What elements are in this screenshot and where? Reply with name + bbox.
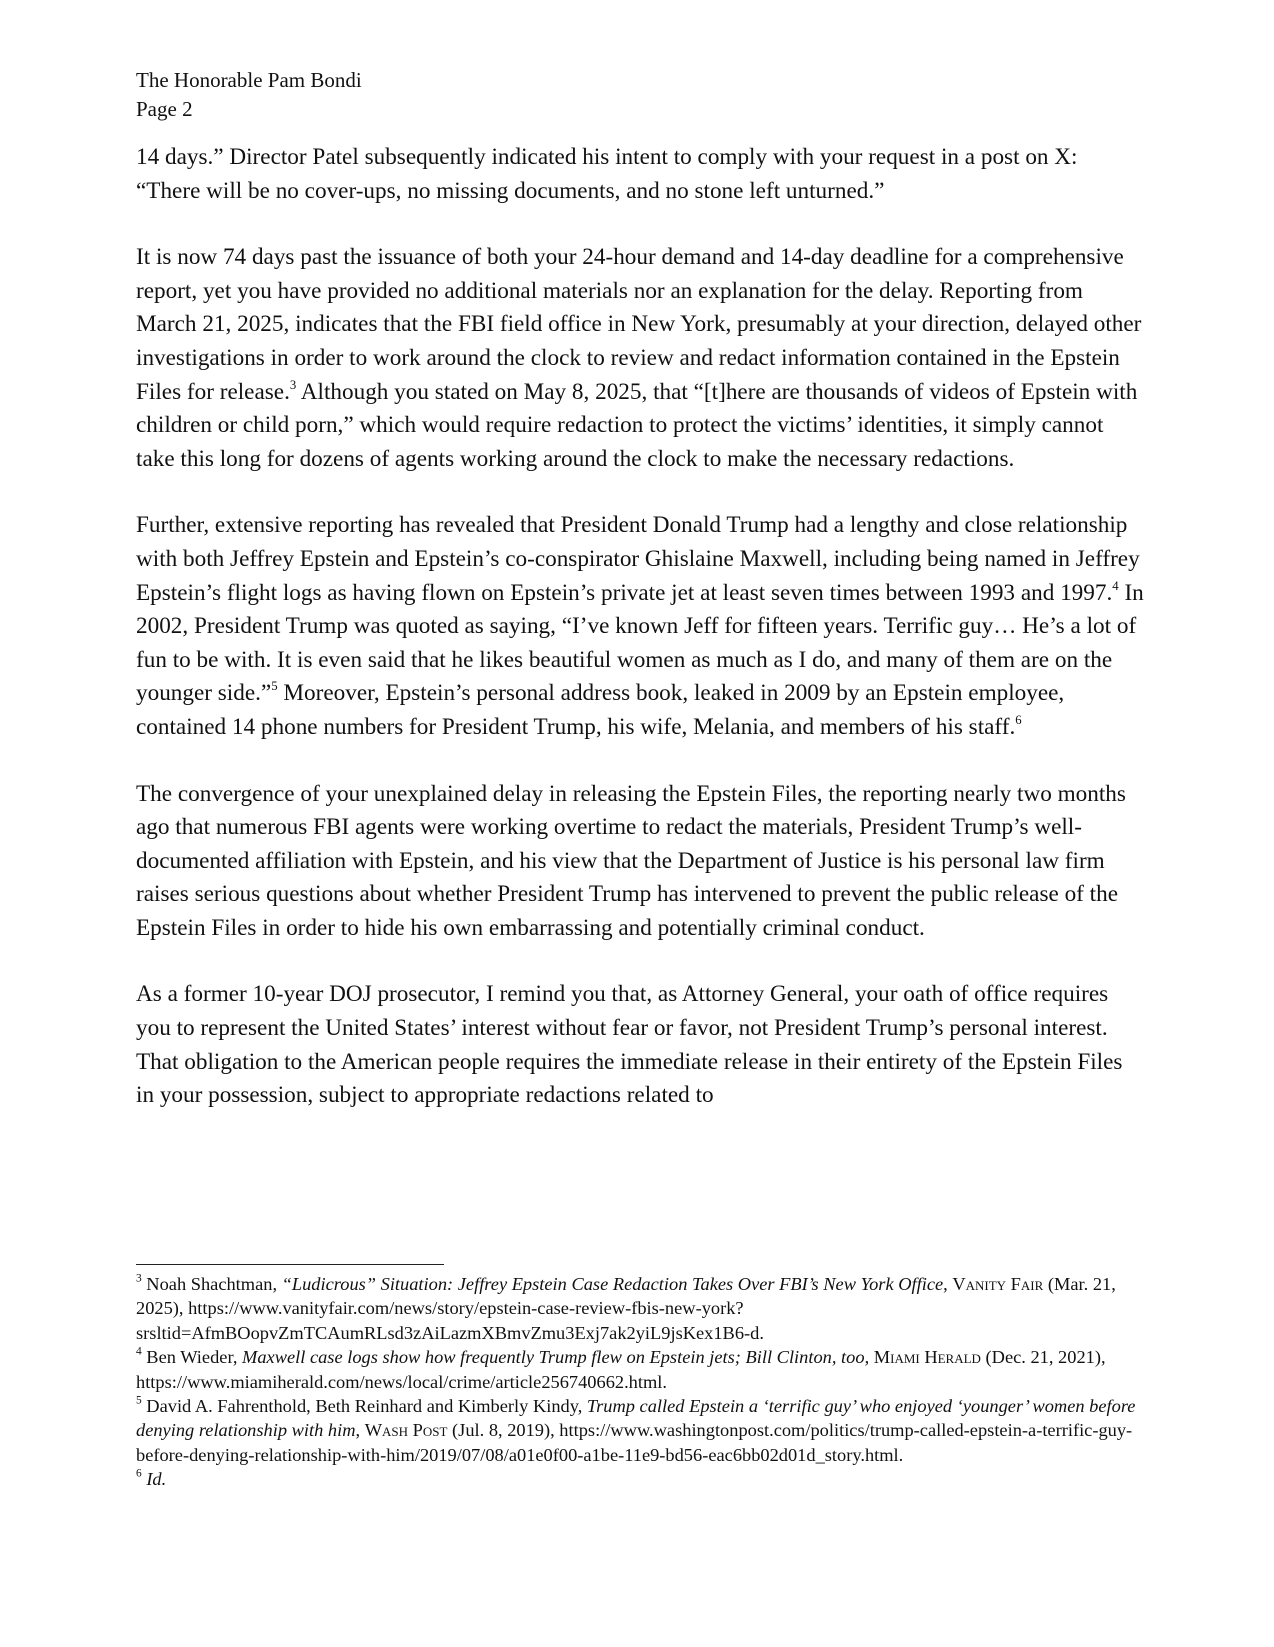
footnote-author: Noah Shachtman, xyxy=(141,1274,282,1294)
footnote-citation[interactable]: (Jul. 8, 2019), https://www.washingtonpost.com/politics/trump-called-epstein-a-terrific-guy-before-denying-relationship-with-him/2019/07/08/a01e0f00-a1be-11e9-bd56-eac6bb02d01d_story.html. xyxy=(136,1420,1133,1465)
footnote-publication: Miami Herald xyxy=(873,1347,981,1368)
footnote-number: 5 xyxy=(136,1394,142,1407)
footnote-4 xyxy=(136,1345,1146,1394)
footnote-publication: Wash Post xyxy=(364,1420,448,1441)
paragraph-text: The convergence of your unexplained delay in releasing the Epstein Files, the reporting nearly two months ago that numerous FBI agents were working overtime to redact the materials, President Trump’s well-documented affiliation with Epstein, and his view that the Department of Justice is his personal law firm raises serious questions about whether President Trump has intervened to prevent the public release of the Epstein Files in order to hide his own embarrassing and potentially criminal conduct. xyxy=(136,780,1126,941)
paragraph-obligation xyxy=(136,978,1146,1112)
paragraph-delay xyxy=(136,241,1146,476)
page-header xyxy=(136,66,362,124)
footnote-number: 6 xyxy=(136,1467,142,1480)
paragraph-convergence xyxy=(136,778,1146,946)
footnote-ref-3[interactable]: 3 xyxy=(289,377,297,392)
footnote-publication: Vanity Fair xyxy=(952,1274,1044,1294)
footnote-text: Id. xyxy=(146,1469,167,1490)
footnote-author: Ben Wieder, xyxy=(141,1347,243,1368)
footnote-ref-4[interactable]: 4 xyxy=(1112,578,1119,593)
paragraph-relationship xyxy=(136,509,1146,744)
footnote-divider xyxy=(136,1264,444,1265)
footnote-title: “Ludicrous” Situation: Jeffrey Epstein Case Redaction Takes Over FBI’s New York Office xyxy=(281,1274,944,1294)
footnote-ref-5[interactable]: 5 xyxy=(271,679,278,694)
paragraph-text: It is now 74 days past the issuance of both your 24-hour demand and 14-day deadline for a comprehensive report, yet you have provided no additional materials nor an explanation for the delay. Reporting from March 21, 2025, indicates that the FBI field office in New York, presumably at your direction, delayed other investigations in order to work around the clock to review and redact information contained in the Epstein Files for release. xyxy=(136,244,1142,405)
footnote-separator: , xyxy=(864,1347,874,1368)
paragraph-continuation xyxy=(136,141,1146,208)
footnote-separator: , xyxy=(355,1420,365,1441)
footnote-title: Trump called Epstein a ‘terrific guy’ who enjoyed ‘younger’ women before denying relationship with him xyxy=(136,1396,1136,1441)
paragraph-text: In 2002, President Trump was quoted as saying, “I’ve known Jeff for fifteen years. Terrific guy… He’s a lot of fun to be with. It is even said that he likes beautiful women as much as I do, and many of them are on the younger side.” xyxy=(136,579,1144,707)
letter-body xyxy=(136,141,1146,1146)
paragraph-text: As a former 10-year DOJ prosecutor, I remind you that, as Attorney General, your oath of office requires you to represent the United States’ interest without fear or favor, not President Trump’s personal interest. That obligation to the American people requires the immediate release in their entirety of the Epstein Files in your possession, subject to appropriate redactions related to xyxy=(136,981,1123,1109)
footnote-author: David A. Fahrenthold, Beth Reinhard and Kimberly Kindy, xyxy=(141,1396,587,1417)
footnote-number: 3 xyxy=(136,1272,142,1285)
footnote-ref-6[interactable]: 6 xyxy=(1015,712,1022,727)
footnotes xyxy=(136,1272,1146,1492)
page-number: Page 2 xyxy=(136,97,193,121)
footnote-title: Maxwell case logs show how frequently Trump flew on Epstein jets; Bill Clinton, too xyxy=(242,1347,865,1368)
paragraph-text: Further, extensive reporting has revealed that President Donald Trump had a lengthy and close relationship with both Jeffrey Epstein and Epstein’s co-conspirator Ghislaine Maxwell, including being named in Jeffrey Epstein’s flight logs as having flown on Epstein’s private jet at least seven times between 1993 and 1997. xyxy=(136,512,1140,606)
addressee-line: The Honorable Pam Bondi xyxy=(136,68,362,92)
paragraph-text: Although you stated on May 8, 2025, that “[t]here are thousands of videos of Epstein with children or child porn,” which would require redaction to protect the victims’ identities, it simply cannot take this long for dozens of agents working around the clock to make the necessary redactions. xyxy=(136,378,1138,472)
footnote-number: 4 xyxy=(136,1345,142,1358)
footnote-3 xyxy=(136,1272,1146,1345)
footnote-citation[interactable]: (Mar. 21, 2025), https://www.vanityfair.com/news/story/epstein-case-review-fbis-new-york?srsltid=AfmBOopvZmTCAumRLsd3zAiLazmXBmvZmu3Exj7ak2yiL9jsKex1B6-d. xyxy=(136,1274,1116,1343)
paragraph-text: 14 days.” Director Patel subsequently indicated his intent to comply with your request in a post on X: “There will be no cover-ups, no missing documents, and no stone left unturned.” xyxy=(136,144,1078,204)
footnote-5 xyxy=(136,1394,1146,1467)
footnote-6 xyxy=(136,1467,1146,1491)
footnote-separator: , xyxy=(943,1274,953,1294)
paragraph-text: Moreover, Epstein’s personal address book, leaked in 2009 by an Epstein employee, contained 14 phone numbers for President Trump, his wife, Melania, and members of his staff. xyxy=(136,680,1065,740)
footnote-citation[interactable]: (Dec. 21, 2021), https://www.miamiherald.com/news/local/crime/article256740662.html. xyxy=(136,1347,1106,1392)
